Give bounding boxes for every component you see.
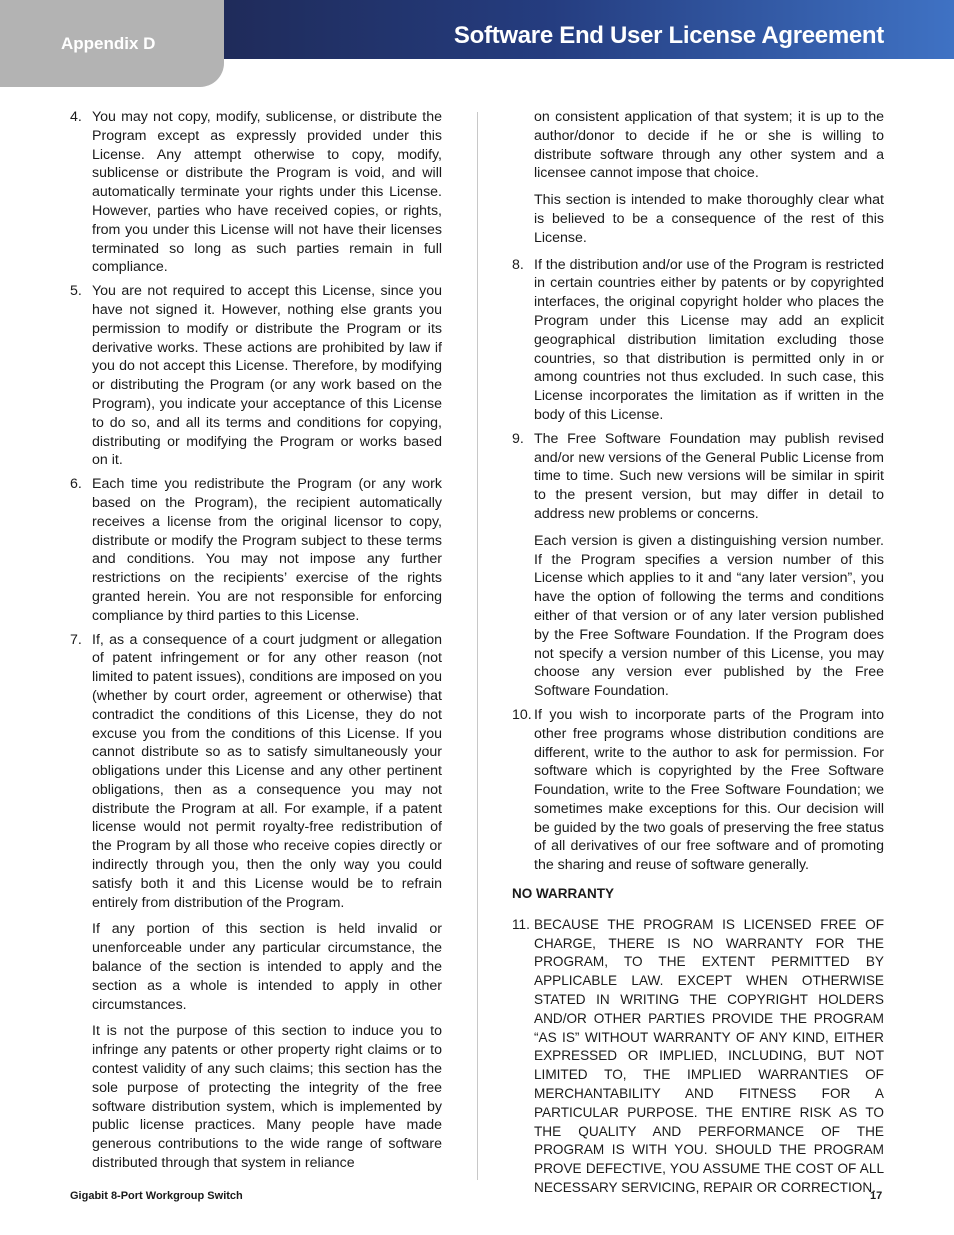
item-number: 8. bbox=[512, 256, 524, 273]
column-divider bbox=[477, 112, 478, 1180]
list-item bbox=[512, 430, 884, 701]
footer-product: Gigabit 8-Port Workgroup Switch bbox=[70, 1190, 243, 1202]
paragraph: Each version is given a distinguishing version number. If the Program specifies a version number of this License which applies to it and “any later version”, you have the option of following the terms and conditions either of that version or of any later version published by the Free Software Foundation. If the Program does not specify a version number of this License, you may choose any version ever published by the Free Software Foundation. bbox=[534, 532, 884, 700]
continued-text bbox=[512, 108, 884, 248]
header-bar bbox=[224, 0, 954, 59]
item-number: 7. bbox=[70, 631, 82, 648]
footer-page-number: 17 bbox=[870, 1190, 883, 1202]
paragraph: The Free Software Foundation may publish revised and/or new versions of the General Public License from time to time. Such new versions will be similar in spirit to the present version, but may differ in detail to address new problems or concerns. bbox=[534, 430, 884, 522]
paragraph: If any portion of this section is held invalid or unenforceable under any particular circumstance, the balance of the section is intended to apply and the section as a whole is intended to apply in other circumstances. bbox=[92, 921, 442, 1013]
page-title: Software End User License Agreement bbox=[453, 22, 884, 49]
paragraph: You are not required to accept this License, since you have not signed it. However, nothing else grants you permission to modify or distribute the Program or its derivative works. These actions are prohibited by law if you do not accept this License. Therefore, by modifying or distributing the Program (or any work based on the Program), you indicate your acceptance of this License to do so, and all its terms and conditions for copying, distributing or modifying the Program or works based on it. bbox=[92, 283, 442, 469]
left-column bbox=[70, 108, 442, 1178]
list-item bbox=[512, 916, 884, 1198]
appendix-tab bbox=[0, 0, 224, 87]
paragraph: This section is intended to make thoroughly clear what is believed to be a consequence of the rest of this License. bbox=[534, 192, 884, 246]
section-heading: NO WARRANTY bbox=[512, 886, 614, 902]
item-number: 6. bbox=[70, 476, 82, 493]
paragraph: If you wish to incorporate parts of the Program into other free programs whose distribution conditions are different, write to the author to ask for permission. For software which is copyrighted by the Free Software Foundation, write to the Free Software Foundation; we sometimes make exceptions for this. Our decision will be guided by the two goals of preserving the free status of all derivatives of our free software and of promoting the sharing and reuse of software generally. bbox=[534, 706, 884, 874]
item-number: 5. bbox=[70, 283, 82, 300]
right-column bbox=[512, 108, 884, 1203]
paragraph: If the distribution and/or use of the Program is restricted in certain countries either by patents or by copyrighted interfaces, the original copyright holder who places the Program under this License may add an explicit geographical distribution limitation excluding those countries, so that distribution is permitted only in or among countries not thus excluded. In such case, this License incorporates the limitation as if written in the body of this License. bbox=[534, 256, 884, 423]
item-number: 10. bbox=[512, 706, 532, 723]
list-item bbox=[70, 631, 442, 1173]
paragraph: on consistent application of that system; it is up to the author/donor to decide if he or she is willing to distribute software through any other system and a licensee cannot impose that choice. bbox=[534, 109, 884, 182]
paragraph: Each time you redistribute the Program (or any work based on the Program), the recipient automatically receives a license from the original licensor to copy, distribute or modify the Program subject to these terms and conditions. You may not impose any further restrictions on the recipients’ exercise of the rights granted herein. You are not responsible for enforcing compliance by third parties to this License. bbox=[92, 476, 442, 624]
appendix-label: Appendix D bbox=[61, 34, 156, 53]
list-item bbox=[70, 475, 442, 625]
list-item bbox=[512, 706, 884, 875]
paragraph: If, as a consequence of a court judgment or allegation of patent infringement or for any other reason (not limited to patent issues), conditions are imposed on you (whether by court order, agreement or otherwise) that contradict the conditions of this License, they do not excuse you from the conditions of this License. If you cannot distribute so as to satisfy simultaneously your obligations under this License and any other pertinent obligations, then as a consequence you may not distribute the Program at all. For example, if a patent license would not permit royalty-free redistribution of the Program by all those who receive copies directly or indirectly through you, then the only way you could satisfy both it and this License would be to refrain entirely from distribution of the Program. bbox=[92, 631, 442, 911]
paragraph: You may not copy, modify, sublicense, or distribute the Program except as expressly provided under this License. Any attempt otherwise to copy, modify, sublicense or distribute the Program is void, and will automatically terminate your rights under this License. However, parties who have received copies, or rights, from you under this License will not have their licenses terminated so long as such parties remain in full compliance. bbox=[92, 109, 442, 276]
list-item bbox=[70, 282, 442, 470]
paragraph: It is not the purpose of this section to induce you to infringe any patents or other property right claims or to contest validity of any such claims; this section has the sole purpose of protecting the integrity of the free software distribution system, which is implemented by public license practices. Many people have made generous contributions to the wide range of software distributed through that system in reliance bbox=[92, 1023, 442, 1172]
paragraph: BECAUSE THE PROGRAM IS LICENSED FREE OF CHARGE, THERE IS NO WARRANTY FOR THE PROGRAM, TO THE EXTENT PERMITTED BY APPLICABLE LAW. EXCEPT WHEN OTHERWISE STATED IN WRITING THE COPYRIGHT HOLDERS AND/OR OTHER PARTIES PROVIDE THE PROGRAM “AS IS” WITHOUT WARRANTY OF ANY KIND, EITHER EXPRESSED OR IMPLIED, INCLUDING, BUT NOT LIMITED TO, THE IMPLIED WARRANTIES OF MERCHANTABILITY AND FITNESS FOR A PARTICULAR PURPOSE. THE ENTIRE RISK AS TO THE QUALITY AND PERFORMANCE OF THE PROGRAM IS WITH YOU. SHOULD THE PROGRAM PROVE DEFECTIVE, YOU ASSUME THE COST OF ALL NECESSARY SERVICING, REPAIR OR CORRECTION. bbox=[534, 916, 884, 1196]
list-item bbox=[70, 108, 442, 277]
item-number: 4. bbox=[70, 109, 82, 125]
item-number: 11. bbox=[512, 916, 530, 932]
item-number: 9. bbox=[512, 430, 524, 447]
list-item bbox=[512, 256, 884, 425]
